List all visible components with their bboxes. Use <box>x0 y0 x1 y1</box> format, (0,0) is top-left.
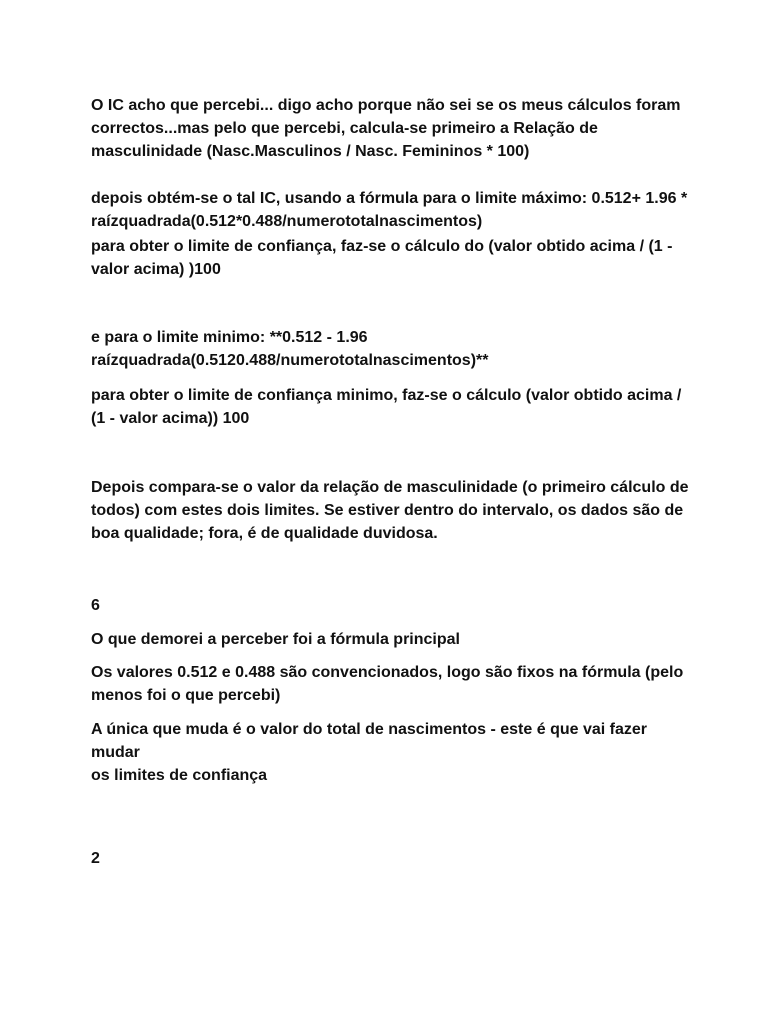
paragraph-fixed-values: Os valores 0.512 e 0.488 são convencionados, logo são fixos na fórmula (pelo menos foi o que percebi) <box>91 664 684 704</box>
paragraph-number-six: 6 <box>91 597 100 614</box>
paragraph-lower-limit-formula: e para o limite minimo: **0.512 - 1.96 raízquadrada(0.5120.488/numerototalnascimentos)** <box>91 329 489 369</box>
paragraph-upper-confidence: para obter o limite de confiança, faz-se o cálculo do (valor obtido acima / (1 - valor acima) )100 <box>91 238 673 278</box>
paragraph-upper-limit-formula: depois obtém-se o tal IC, usando a fórmula para o limite máximo: 0.512+ 1.96 * raízquadrada(0.512*0.488/numerototalnascimentos) <box>91 190 688 230</box>
paragraph-number-two: 2 <box>91 850 100 867</box>
paragraph-main-formula: O que demorei a perceber foi a fórmula principal <box>91 631 460 648</box>
paragraph-ic-intro: O IC acho que percebi... digo acho porque não sei se os meus cálculos foram correctos...mas pelo que percebi, calcula-se primeiro a Relação de masculinidade (Nasc.Masculinos / Nasc. Femininos * 100) <box>91 97 681 160</box>
paragraph-lower-confidence: para obter o limite de confiança minimo, faz-se o cálculo (valor obtido acima / (1 - valor acima)) 100 <box>91 387 682 427</box>
paragraph-total-births: A única que muda é o valor do total de nascimentos - este é que vai fazer mudar os limites de confiança <box>91 721 647 784</box>
paragraph-comparison: Depois compara-se o valor da relação de masculinidade (o primeiro cálculo de todos) com estes dois limites. Se estiver dentro do intervalo, os dados são de boa qualidade; fora, é de qualidade duvidosa. <box>91 479 689 542</box>
